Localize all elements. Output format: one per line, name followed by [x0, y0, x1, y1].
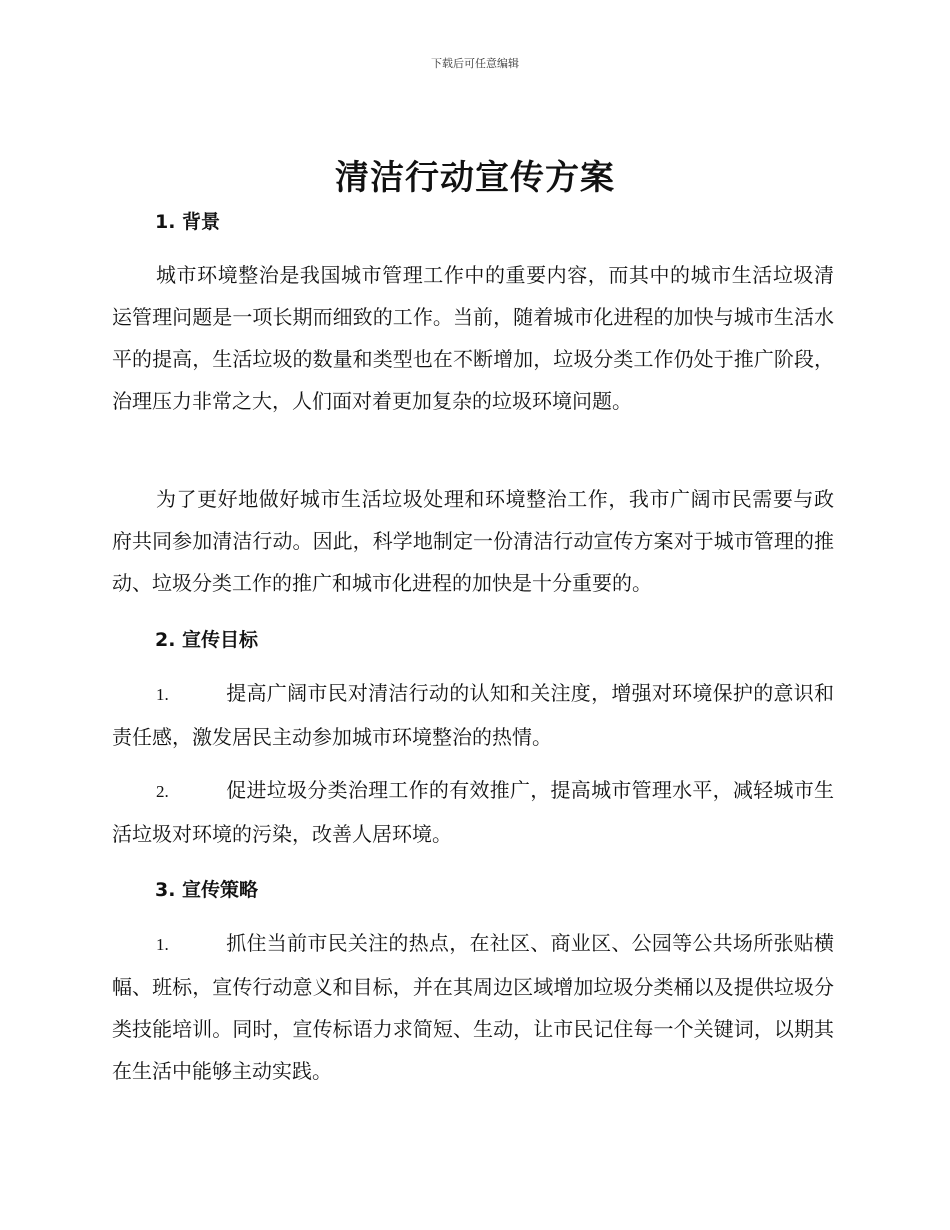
list-item-text: 提高广阔市民对清洁行动的认知和关注度，增强对环境保护的意识和责任感，激发居民主动参加城市环境整治的热情。 — [112, 681, 834, 749]
document-title: 清洁行动宣传方案 — [335, 158, 615, 198]
list-item-number: 2. — [156, 782, 169, 801]
strategy-list-item — [112, 922, 834, 1092]
goals-list-item — [112, 672, 834, 758]
goals-list-item — [112, 769, 834, 855]
background-paragraph-2: 为了更好地做好城市生活垃圾处理和环境整治工作，我市广阔市民需要与政府共同参加清洁行动。因此，科学地制定一份清洁行动宣传方案对于城市管理的推动、垃圾分类工作的推广和城市化进程的加快是十分重要的。 — [112, 487, 834, 595]
background-paragraph-1: 城市环境整治是我国城市管理工作中的重要内容，而其中的城市生活垃圾清运管理问题是一项长期而细致的工作。当前，随着城市化进程的加快与城市生活水平的提高，生活垃圾的数量和类型也在不断增加，垃圾分类工作仍处于推广阶段，治理压力非常之大，人们面对着更加复杂的垃圾环境问题。 — [112, 263, 834, 413]
header-note: 下载后可任意编辑 — [431, 57, 519, 70]
list-item-text: 促进垃圾分类治理工作的有效推广，提高城市管理水平，减轻城市生活垃圾对环境的污染，改善人居环境。 — [112, 778, 834, 846]
section-heading-strategy: 3. 宣传策略 — [155, 879, 259, 901]
list-item-number: 1. — [156, 685, 169, 704]
list-item-text: 抓住当前市民关注的热点，在社区、商业区、公园等公共场所张贴横幅、班标，宣传行动意义和目标，并在其周边区域增加垃圾分类桶以及提供垃圾分类技能培训。同时，宣传标语力求简短、生动，让市民记住每一个关键词，以期其在生活中能够主动实践。 — [112, 931, 834, 1083]
section-heading-background: 1. 背景 — [155, 211, 221, 233]
list-item-number: 1. — [156, 935, 169, 954]
section-heading-goals: 2. 宣传目标 — [155, 629, 259, 651]
